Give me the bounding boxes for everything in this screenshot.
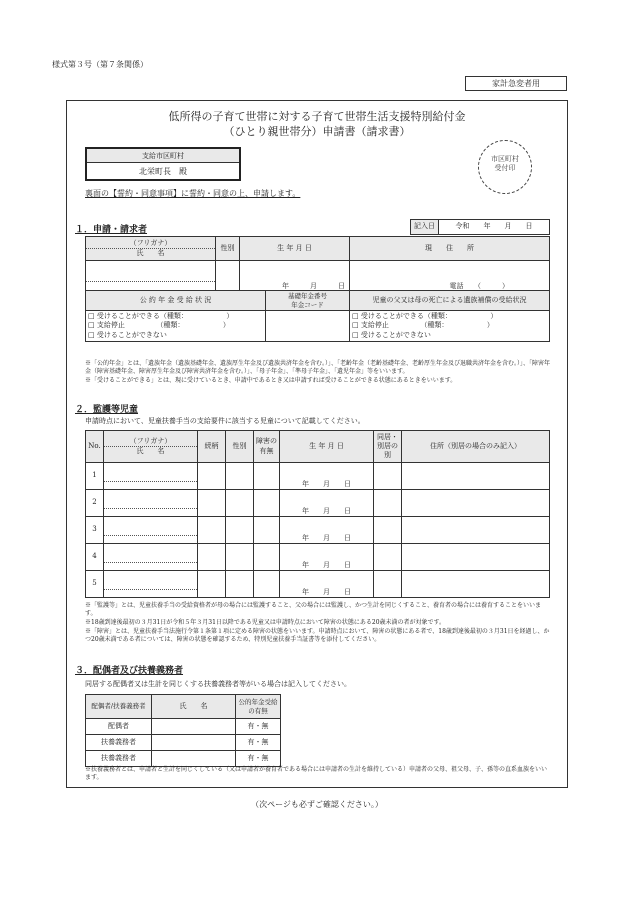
footer-note: （次ページも必ずご確認ください。） bbox=[251, 800, 383, 809]
sex-header: 性別 bbox=[226, 431, 254, 463]
applicant-furigana-field[interactable] bbox=[86, 270, 215, 282]
child-name-field[interactable] bbox=[104, 463, 198, 490]
dependent-row bbox=[86, 751, 281, 767]
dependent-pension-header: 公的年金受給の有無 bbox=[236, 695, 281, 719]
pledge-text: 裏面の【誓約・同意事項】に誓約・同意の上、申請します。 bbox=[85, 189, 301, 198]
child-cohabit-field[interactable] bbox=[374, 544, 402, 571]
applicant-sex-field[interactable] bbox=[216, 261, 240, 292]
child-row bbox=[86, 490, 550, 517]
dependent-row bbox=[86, 735, 281, 751]
date-label: 記入日 bbox=[411, 220, 439, 235]
child-relation-field[interactable] bbox=[198, 517, 226, 544]
relation-header: 続柄 bbox=[198, 431, 226, 463]
child-disability-field[interactable] bbox=[254, 517, 280, 544]
child-furigana-field[interactable] bbox=[104, 579, 197, 590]
child-cohabit-field[interactable] bbox=[374, 517, 402, 544]
child-disability-field[interactable] bbox=[254, 490, 280, 517]
dependent-type: 扶養義務者 bbox=[86, 751, 152, 767]
child-row bbox=[86, 463, 550, 490]
dependents-table bbox=[85, 694, 281, 767]
copy-label: 家計急変者用 bbox=[465, 76, 567, 91]
child-birthdate-field[interactable]: 年 月 日 bbox=[280, 517, 374, 544]
child-relation-field[interactable] bbox=[198, 490, 226, 517]
child-sex-field[interactable] bbox=[226, 544, 254, 571]
section3-title: ３．配偶者及び扶養義務者 bbox=[75, 666, 184, 676]
section1-note: ※「受けることができる」とは、現に受けているとき、申請中であるとき又は申請すれば受けることができる状態にあるときをいいます。 bbox=[85, 377, 457, 384]
child-row-number: 3 bbox=[86, 517, 104, 544]
child-row bbox=[86, 517, 550, 544]
stamp-line2: 受付印 bbox=[494, 164, 516, 173]
title-line2: （ひとり親世帯分）申請書（請求書） bbox=[223, 125, 411, 138]
basic-pension-code-field[interactable] bbox=[266, 311, 350, 342]
form-number: 様式第３号（第７条関係） bbox=[52, 60, 148, 69]
section3-note: ※扶養義務者とは、申請者と生計を同じくしている（又は申請者が養育者である場合には申請者の生計を維持している）申請者の父母、祖父母、子、孫等の直系血族をいいます。 bbox=[85, 766, 548, 781]
pension-option[interactable]: □ 受けることができない bbox=[88, 330, 167, 339]
bereaved-option[interactable]: □ 受けることができない bbox=[352, 330, 431, 339]
pension-header: 公 約 年 金 受 給 状 況 bbox=[86, 291, 266, 311]
child-sex-field[interactable] bbox=[226, 517, 254, 544]
section2-intro: 申請時点において、児童扶養手当の支給要件に該当する児童について記載してください。 bbox=[85, 417, 365, 425]
disability-header: 障害の有無 bbox=[254, 431, 280, 463]
address-header: 現 住 所 bbox=[350, 237, 550, 261]
child-name-field[interactable] bbox=[104, 544, 198, 571]
dependent-name-field[interactable] bbox=[152, 719, 236, 735]
date-field[interactable]: 令和 年 月 日 bbox=[439, 220, 550, 235]
applicant-phone-field[interactable]: 電話 （ ） bbox=[350, 261, 550, 292]
child-birthdate-field[interactable]: 年 月 日 bbox=[280, 463, 374, 490]
child-furigana-field[interactable] bbox=[104, 552, 197, 563]
bereaved-header: 児童の父又は母の死亡による遺族補償の受給状況 bbox=[350, 291, 550, 311]
child-address-field[interactable] bbox=[402, 571, 550, 598]
child-cohabit-field[interactable] bbox=[374, 490, 402, 517]
child-row bbox=[86, 544, 550, 571]
child-relation-field[interactable] bbox=[198, 571, 226, 598]
cohabit-header: 同居・別居の別 bbox=[374, 431, 402, 463]
basic-pension-code-header: 基礎年金番号 年金コード bbox=[266, 291, 350, 311]
child-address-field[interactable] bbox=[402, 517, 550, 544]
pension-options[interactable] bbox=[86, 311, 266, 342]
dependent-pension-choice[interactable]: 有・無 bbox=[236, 719, 281, 735]
child-relation-field[interactable] bbox=[198, 463, 226, 490]
furigana-label: （フリガナ） bbox=[86, 239, 215, 249]
pension-table bbox=[85, 290, 550, 342]
addressee-name: 北栄町長 殿 bbox=[139, 167, 187, 176]
section1-note: ※「公的年金」とは、「遺族年金（遺族基礎年金、遺族厚生年金及び遺族共済年金を含む。）」、「老齢年金（老齢基礎年金、老齢厚生年金及び退職共済年金を含む。）」、「障害年金（障害基礎年金、障害厚生年金及び障害共済年金を含む。）」、「母子年金」、「準母子年金」、「遺児年金」等をいいます。 bbox=[85, 360, 551, 375]
bereaved-options[interactable] bbox=[350, 311, 550, 342]
child-row bbox=[86, 571, 550, 598]
name-label: 氏 名 bbox=[136, 447, 165, 455]
child-birthdate-field[interactable]: 年 月 日 bbox=[280, 544, 374, 571]
child-disability-field[interactable] bbox=[254, 463, 280, 490]
dependent-type: 扶養義務者 bbox=[86, 735, 152, 751]
reception-stamp bbox=[478, 140, 532, 194]
section2-note: ※「監護等」とは、児童扶養手当の受給資格者が母の場合には監護すること、父の場合には監護し、かつ生計を同じくすること、養育者の場合には養育することをいいます。 bbox=[85, 602, 542, 617]
sex-header: 性別 bbox=[216, 237, 240, 261]
child-sex-field[interactable] bbox=[226, 571, 254, 598]
furigana-label: （フリガナ） bbox=[104, 437, 197, 447]
dependent-type: 配偶者 bbox=[86, 719, 152, 735]
no-header: No. bbox=[86, 431, 104, 463]
pension-option[interactable]: □ 支給停止 （種類： ） bbox=[88, 321, 230, 330]
child-cohabit-field[interactable] bbox=[374, 463, 402, 490]
child-row-number: 5 bbox=[86, 571, 104, 598]
stamp-line1: 市区町村 bbox=[491, 155, 519, 163]
section2-note: ※18歳到達後最初の３月31日が令和５年３月31日以降である児童又は申請時点において障害の状態にある20歳未満の者が対象です。 bbox=[85, 619, 446, 626]
child-name-field[interactable] bbox=[104, 517, 198, 544]
child-sex-field[interactable] bbox=[226, 490, 254, 517]
dependent-pension-choice[interactable]: 有・無 bbox=[236, 751, 281, 767]
child-address-field[interactable] bbox=[402, 463, 550, 490]
bereaved-option[interactable]: □ 受けることができる（種類： ） bbox=[352, 312, 498, 321]
child-furigana-field[interactable] bbox=[104, 471, 197, 482]
child-birthdate-field[interactable]: 年 月 日 bbox=[280, 490, 374, 517]
child-furigana-field[interactable] bbox=[104, 498, 197, 509]
child-address-header: 住所（別居の場合のみ記入） bbox=[402, 431, 550, 463]
child-row-number: 2 bbox=[86, 490, 104, 517]
dependent-name-header: 氏 名 bbox=[152, 695, 236, 719]
child-name-field[interactable] bbox=[104, 571, 198, 598]
child-disability-field[interactable] bbox=[254, 544, 280, 571]
children-table bbox=[85, 430, 550, 598]
birthdate-header: 生 年 月 日 bbox=[240, 237, 350, 261]
bereaved-option[interactable]: □ 支給停止 （種類： ） bbox=[352, 321, 494, 330]
section2-title: ２．監護等児童 bbox=[75, 405, 139, 415]
child-sex-field[interactable] bbox=[226, 463, 254, 490]
addressee-box bbox=[85, 147, 241, 181]
dependent-type-header: 配偶者/扶養義務者 bbox=[86, 695, 152, 719]
date-entry bbox=[410, 219, 550, 235]
child-row-number: 4 bbox=[86, 544, 104, 571]
name-label: 氏 名 bbox=[136, 249, 165, 257]
child-furigana-field[interactable] bbox=[104, 525, 197, 536]
dependent-pension-choice[interactable]: 有・無 bbox=[236, 735, 281, 751]
section3-intro: 同居する配偶者又は生計を同じくする扶養義務者等がいる場合は記入してください。 bbox=[85, 680, 351, 688]
applicant-name-header bbox=[86, 237, 216, 261]
pension-option[interactable]: □ 受けることができる（種類： ） bbox=[88, 312, 234, 321]
applicant-name-field[interactable] bbox=[86, 261, 216, 292]
child-birthdate-field[interactable]: 年 月 日 bbox=[280, 571, 374, 598]
child-disability-field[interactable] bbox=[254, 571, 280, 598]
child-relation-field[interactable] bbox=[198, 544, 226, 571]
title-line1: 低所得の子育て世帯に対する子育て世帯生活支援特別給付金 bbox=[168, 110, 466, 123]
child-address-field[interactable] bbox=[402, 490, 550, 517]
section2-note: ※「障害」とは、児童扶養手当法施行令第１条第１項に定める障害の状態をいいます。申請時点において、障害の状態にある者で、18歳到達後最初の３月31日を経過し、かつ20歳未満である者については、障害の状態を確認するため、特別児童扶養手当証書等を添付してください。 bbox=[85, 628, 550, 643]
section1-title: １．申請・請求者 bbox=[75, 225, 148, 235]
birthdate-header: 生 年 月 日 bbox=[280, 431, 374, 463]
child-cohabit-field[interactable] bbox=[374, 571, 402, 598]
applicant-table bbox=[85, 236, 550, 292]
dependent-name-field[interactable] bbox=[152, 735, 236, 751]
child-name-field[interactable] bbox=[104, 490, 198, 517]
child-address-field[interactable] bbox=[402, 544, 550, 571]
child-name-header bbox=[104, 431, 198, 463]
dependent-row bbox=[86, 719, 281, 735]
child-row-number: 1 bbox=[86, 463, 104, 490]
applicant-birthdate-field[interactable]: 年 月 日 bbox=[240, 261, 350, 292]
addressee-header: 支給市区町村 bbox=[87, 149, 239, 163]
dependent-name-field[interactable] bbox=[152, 751, 236, 767]
